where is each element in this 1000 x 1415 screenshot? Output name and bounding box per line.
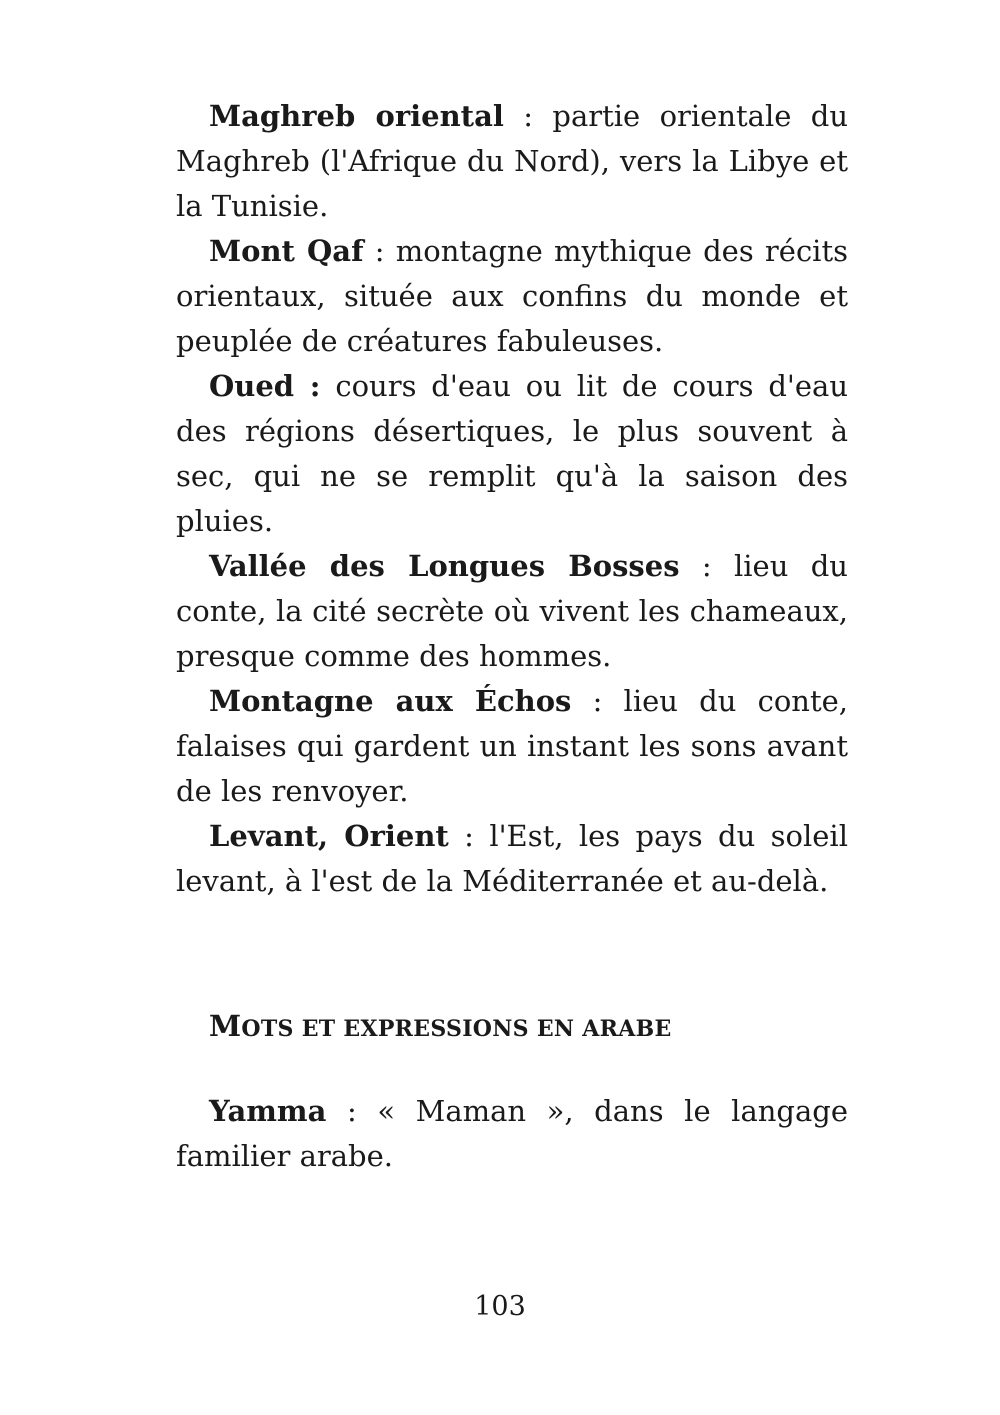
- glossary-separator: :: [326, 1094, 378, 1128]
- glossary-entry-mont-qaf: [176, 229, 848, 364]
- arabic-expressions-list: [176, 1089, 848, 1179]
- glossary-definition: montagne mythique des récits orientaux, située aux confins du monde et peuplée de créatures fabuleuses.: [176, 234, 848, 358]
- glossary-definition: lieu du conte, falaises qui gardent un instant les sons avant de les renvoyer.: [176, 684, 848, 808]
- glossary-entry-vallee-des-longues-bosses: [176, 544, 848, 679]
- section-heading-initial: M: [209, 1009, 242, 1043]
- glossary-separator: :: [679, 549, 734, 583]
- glossary-term: Maghreb oriental: [209, 99, 504, 133]
- glossary-entry-yamma: [176, 1089, 848, 1179]
- glossary-term: Levant, Orient: [209, 819, 449, 853]
- glossary-definition: partie orientale du Maghreb (l'Afrique du Nord), vers la Libye et la Tunisie.: [176, 99, 849, 223]
- glossary-definition: lieu du conte, la cité secrète où vivent les chameaux, presque comme des hommes.: [176, 549, 848, 673]
- glossary-separator: :: [571, 684, 624, 718]
- glossary-separator: :: [448, 819, 490, 853]
- glossary-entry-oued: [176, 364, 848, 544]
- glossary-separator: :: [363, 234, 396, 268]
- glossary-entry-montagne-aux-echos: [176, 679, 848, 814]
- glossary-term: Vallée des Longues Bosses: [209, 549, 680, 583]
- glossary-definition: « Maman », dans le langage familier arabe.: [176, 1094, 848, 1173]
- glossary-definition: cours d'eau ou lit de cours d'eau des régions désertiques, le plus souvent à sec, qui ne se remplit qu'à la saison des pluies.: [176, 369, 848, 538]
- section-heading-rest: OTS ET EXPRESSIONS EN ARABE: [241, 1016, 672, 1042]
- glossary-term: Montagne aux Échos: [209, 684, 572, 718]
- glossary-separator: [321, 369, 336, 403]
- glossary-definition: l'Est, les pays du soleil levant, à l'est de la Méditerranée et au-delà.: [176, 819, 848, 898]
- page-content: [176, 94, 848, 1179]
- page-number: 103: [474, 1291, 526, 1322]
- section-heading: [176, 1006, 848, 1049]
- glossary-term: Mont Qaf: [209, 234, 364, 268]
- glossary-term: Yamma: [209, 1094, 327, 1128]
- glossary-entry-levant-orient: [176, 814, 848, 904]
- glossary-entry-maghreb-oriental: [176, 94, 848, 229]
- glossary-list: [176, 94, 848, 904]
- glossary-separator: :: [503, 99, 553, 133]
- glossary-term: Oued :: [209, 369, 321, 403]
